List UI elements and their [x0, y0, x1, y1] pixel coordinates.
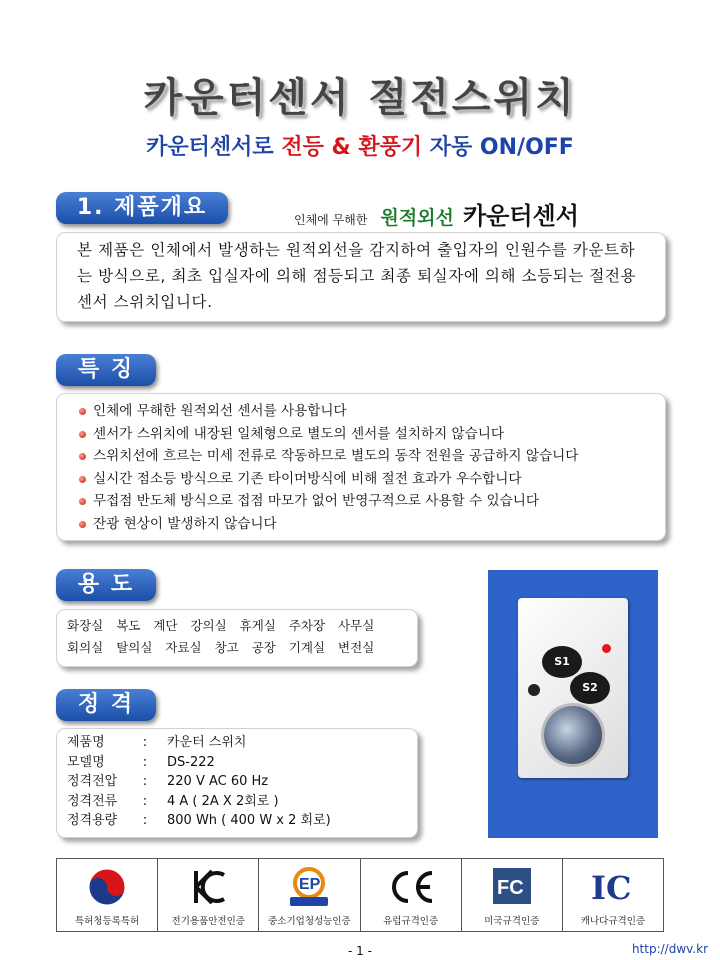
overview-tab: 1. 제품개요: [56, 192, 228, 224]
cert-fcc: [462, 859, 563, 931]
bullet-icon: [79, 408, 86, 415]
spec-label: 정격전압: [67, 774, 118, 789]
spec-value: 4 A ( 2A X 2회로 ): [167, 793, 279, 809]
list-item: [79, 468, 665, 491]
fcc-mark-icon: [492, 867, 532, 905]
cert-label: 미국규격인증: [484, 916, 540, 927]
features-list: [57, 394, 665, 535]
uses-tab: 용 도: [56, 569, 156, 601]
feature-text: 잔광 현상이 발생하지 않습니다: [93, 515, 277, 532]
ic-mark-icon: [588, 867, 638, 907]
svg-text:EP: EP: [299, 876, 321, 893]
specs-box: [56, 728, 418, 838]
bullet-icon: [79, 431, 86, 438]
led-indicator: [602, 644, 611, 653]
specs-tab: 정 격: [56, 689, 156, 721]
spec-value: 220 V AC 60 Hz: [167, 774, 269, 789]
page-title: 카운터센서 절전스위치: [143, 75, 577, 121]
list-item: [79, 490, 665, 513]
list-item: [79, 423, 665, 446]
feature-text: 실시간 점소등 방식으로 기존 타이머방식에 비해 절전 효과가 우수합니다: [93, 470, 522, 487]
bullet-icon: [79, 498, 86, 505]
cert-kc: [158, 859, 259, 931]
switch-plate: [518, 598, 628, 778]
spec-value: 카운터 스위치: [167, 735, 247, 750]
table-row: 정격전압 : 220 V AC 60 Hz: [67, 772, 407, 792]
subtitle-part3: 자동 ON/OFF: [429, 135, 574, 160]
spec-label: 모델명: [67, 754, 105, 770]
specs-table: [57, 729, 417, 835]
product-image: [488, 570, 658, 838]
page-subtitle: [0, 130, 720, 161]
subtitle-part1: 카운터센서로: [146, 135, 274, 160]
tagline-green: 원적외선: [380, 207, 454, 229]
website-link[interactable]: http://dwv.kr: [631, 942, 708, 956]
certification-strip: [56, 858, 664, 932]
table-row: 정격전류 : 4 A ( 2A X 2회로 ): [67, 792, 407, 812]
overview-tagline: [294, 196, 579, 231]
s1-button: S1: [542, 646, 582, 678]
tagline-black: 카운터센서: [462, 202, 579, 230]
list-item: [79, 400, 665, 423]
uses-row-1: 화장실 복도 계단 강의실 휴게실 주차장 사무실: [67, 618, 375, 633]
table-row: 모델명 : DS-222: [67, 753, 407, 773]
bullet-icon: [79, 453, 86, 460]
sensor-lens-icon: [544, 706, 602, 764]
spec-value: 800 Wh ( 400 W x 2 회로): [167, 813, 331, 828]
feature-text: 스위치선에 흐르는 미세 전류로 작동하므로 별도의 동작 전원을 공급하지 않습니다: [93, 448, 579, 464]
table-row: 제품명 : 카운터 스위치: [67, 733, 407, 753]
tagline-small: 인체에 무해한: [294, 213, 368, 227]
cert-label: 유럽규격인증: [383, 916, 439, 927]
ce-mark-icon: [386, 867, 436, 907]
feature-text: 무접점 반도체 방식으로 접점 마모가 없어 반영구적으로 사용할 수 있습니다: [93, 493, 539, 509]
svg-text:FC: FC: [496, 877, 524, 899]
cert-label: 전기용품안전인증: [171, 916, 245, 927]
page-number: - 1 -: [348, 944, 372, 958]
spec-label: 제품명: [67, 735, 105, 750]
cert-label: 특허청등록특허: [74, 916, 140, 927]
spec-label: 정격전류: [67, 793, 118, 809]
uses-row-2: 회의실 탈의실 자료실 창고 공장 기계실 변전실: [67, 640, 375, 655]
list-item: [79, 513, 665, 536]
subtitle-part2: 전등 & 환풍기: [281, 135, 423, 160]
overview-box: [56, 232, 666, 322]
list-item: [79, 445, 665, 468]
spec-label: 정격용량: [67, 813, 118, 828]
cert-label: 캐나다규격인증: [580, 916, 646, 927]
korea-patent-logo-icon: [87, 867, 127, 907]
features-tab: 특 징: [56, 354, 156, 386]
table-row: 정격용량 : 800 Wh ( 400 W x 2 회로): [67, 811, 407, 831]
svg-text:IC: IC: [590, 869, 632, 907]
cert-patent: [57, 859, 158, 931]
cert-ic: [563, 859, 663, 931]
ep-badge: 성능인증제품: [292, 899, 327, 906]
sensor-dot: [528, 684, 540, 696]
uses-box: [56, 609, 418, 667]
overview-text: 본 제품은 인체에서 발생하는 원적외선을 감지하여 출입자의 인원수를 카운트하는 방식으로, 최초 입실자에 의해 점등되고 최종 퇴실자에 의해 소등되는 절전용 센서 스위치입니다.: [77, 241, 637, 311]
cert-ce: [361, 859, 462, 931]
bullet-icon: [79, 476, 86, 483]
bullet-icon: [79, 521, 86, 528]
cert-label: 중소기업청성능인증: [268, 916, 351, 927]
kc-mark-icon: [188, 867, 228, 907]
features-box: [56, 393, 666, 541]
s2-button: S2: [570, 672, 610, 704]
feature-text: 인체에 무해한 원적외선 센서를 사용합니다: [93, 403, 347, 419]
feature-text: 센서가 스위치에 내장된 일체형으로 별도의 센서를 설치하지 않습니다: [93, 425, 505, 442]
spec-value: DS-222: [167, 754, 215, 770]
cert-ep: [259, 859, 360, 931]
